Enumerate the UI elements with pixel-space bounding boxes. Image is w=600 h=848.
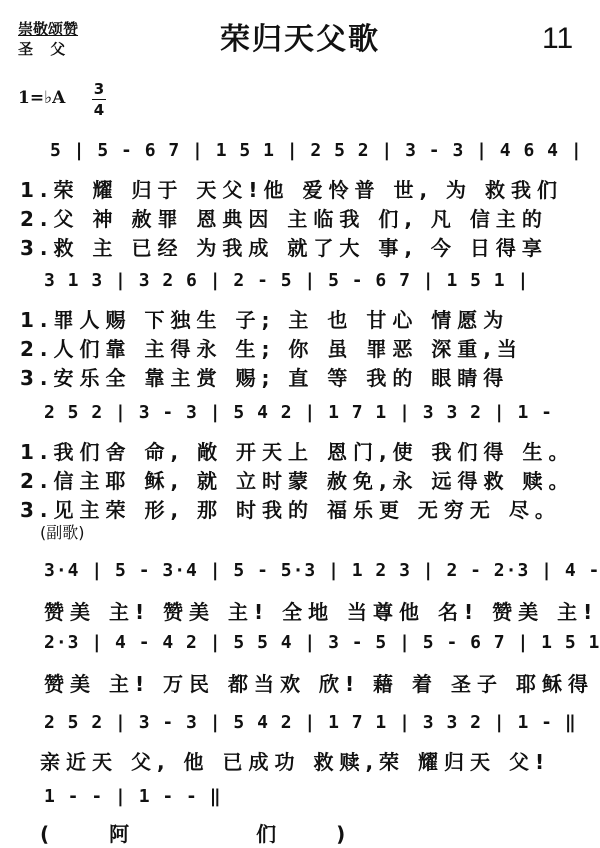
lyric-line: 2.父 神 赦罪 恩典因 主临我 们, 凡 信主的 (20, 207, 548, 231)
time-signature (92, 80, 106, 119)
lyric-line: 赞美 主! 万民 都当欢 欣! 藉 着 圣子 耶稣得 (44, 672, 594, 696)
lyric-line: 3.安乐全 靠主赏 赐; 直 等 我的 眼睛得 (20, 366, 510, 390)
lyric-line: 亲近天 父, 他 已成功 救赎,荣 耀归天 父! (40, 750, 551, 774)
notation-line: 2 5 2 | 3 - 3 | 5 4 2 | 1 7 1 | 3 3 2 | 1 - ‖ (44, 712, 577, 733)
time-signature-top: 3 (93, 80, 105, 98)
page-number: 11 (542, 22, 574, 55)
lyric-line: (阿 们) (40, 822, 406, 846)
lyric-line: 2.信主耶 稣, 就 立时蒙 赦免,永 远得救 赎。 (20, 469, 575, 493)
notation-line: 3 1 3 | 3 2 6 | 2 - 5 | 5 - 6 7 | 1 5 1 | (44, 270, 530, 291)
hymn-category: 崇敬颂赞 (18, 20, 79, 38)
page-title: 荣归天父歌 (220, 22, 380, 57)
lyric-line: 赞美 主! 赞美 主! 全地 当尊他 名! 赞美 主! (44, 600, 599, 624)
lyric-line: 1.我们舍 命, 敞 开天上 恩门,使 我们得 生。 (20, 440, 575, 464)
notation-line: 2·3 | 4 - 4 2 | 5 5 4 | 3 - 5 | 5 - 6 7 | 1 5 1 (44, 632, 600, 653)
lyric-line: 2.人们靠 主得永 生; 你 虽 罪恶 深重,当 (20, 337, 523, 361)
notation-line: 5 | 5 - 6 7 | 1 5 1 | 2 5 2 | 3 - 3 | 4 6 4 | (50, 140, 583, 161)
notation-line: 1 - - | 1 - - ‖ (44, 786, 222, 807)
chorus-label: (副歌) (40, 523, 85, 542)
lyric-line: 1.罪人赐 下独生 子; 主 也 甘心 情愿为 (20, 308, 510, 332)
notation-line: 3·4 | 5 - 3·4 | 5 - 5·3 | 1 2 3 | 2 - 2·3 | 4 - (44, 560, 600, 581)
hymn-section: 圣 父 (18, 40, 72, 58)
lyric-line: 1.荣 耀 归于 天父!他 爱怜普 世, 为 救我们 (20, 178, 563, 202)
lyric-line: 3.见主荣 形, 那 时我的 福乐更 无穷无 尽。 (20, 498, 561, 522)
lyric-line: 3.救 主 已经 为我成 就了大 事, 今 日得享 (20, 236, 548, 260)
time-signature-bottom: 4 (93, 101, 105, 119)
notation-line: 2 5 2 | 3 - 3 | 5 4 2 | 1 7 1 | 3 3 2 | 1 - (44, 402, 553, 423)
key-signature: 1=♭A (18, 88, 66, 108)
